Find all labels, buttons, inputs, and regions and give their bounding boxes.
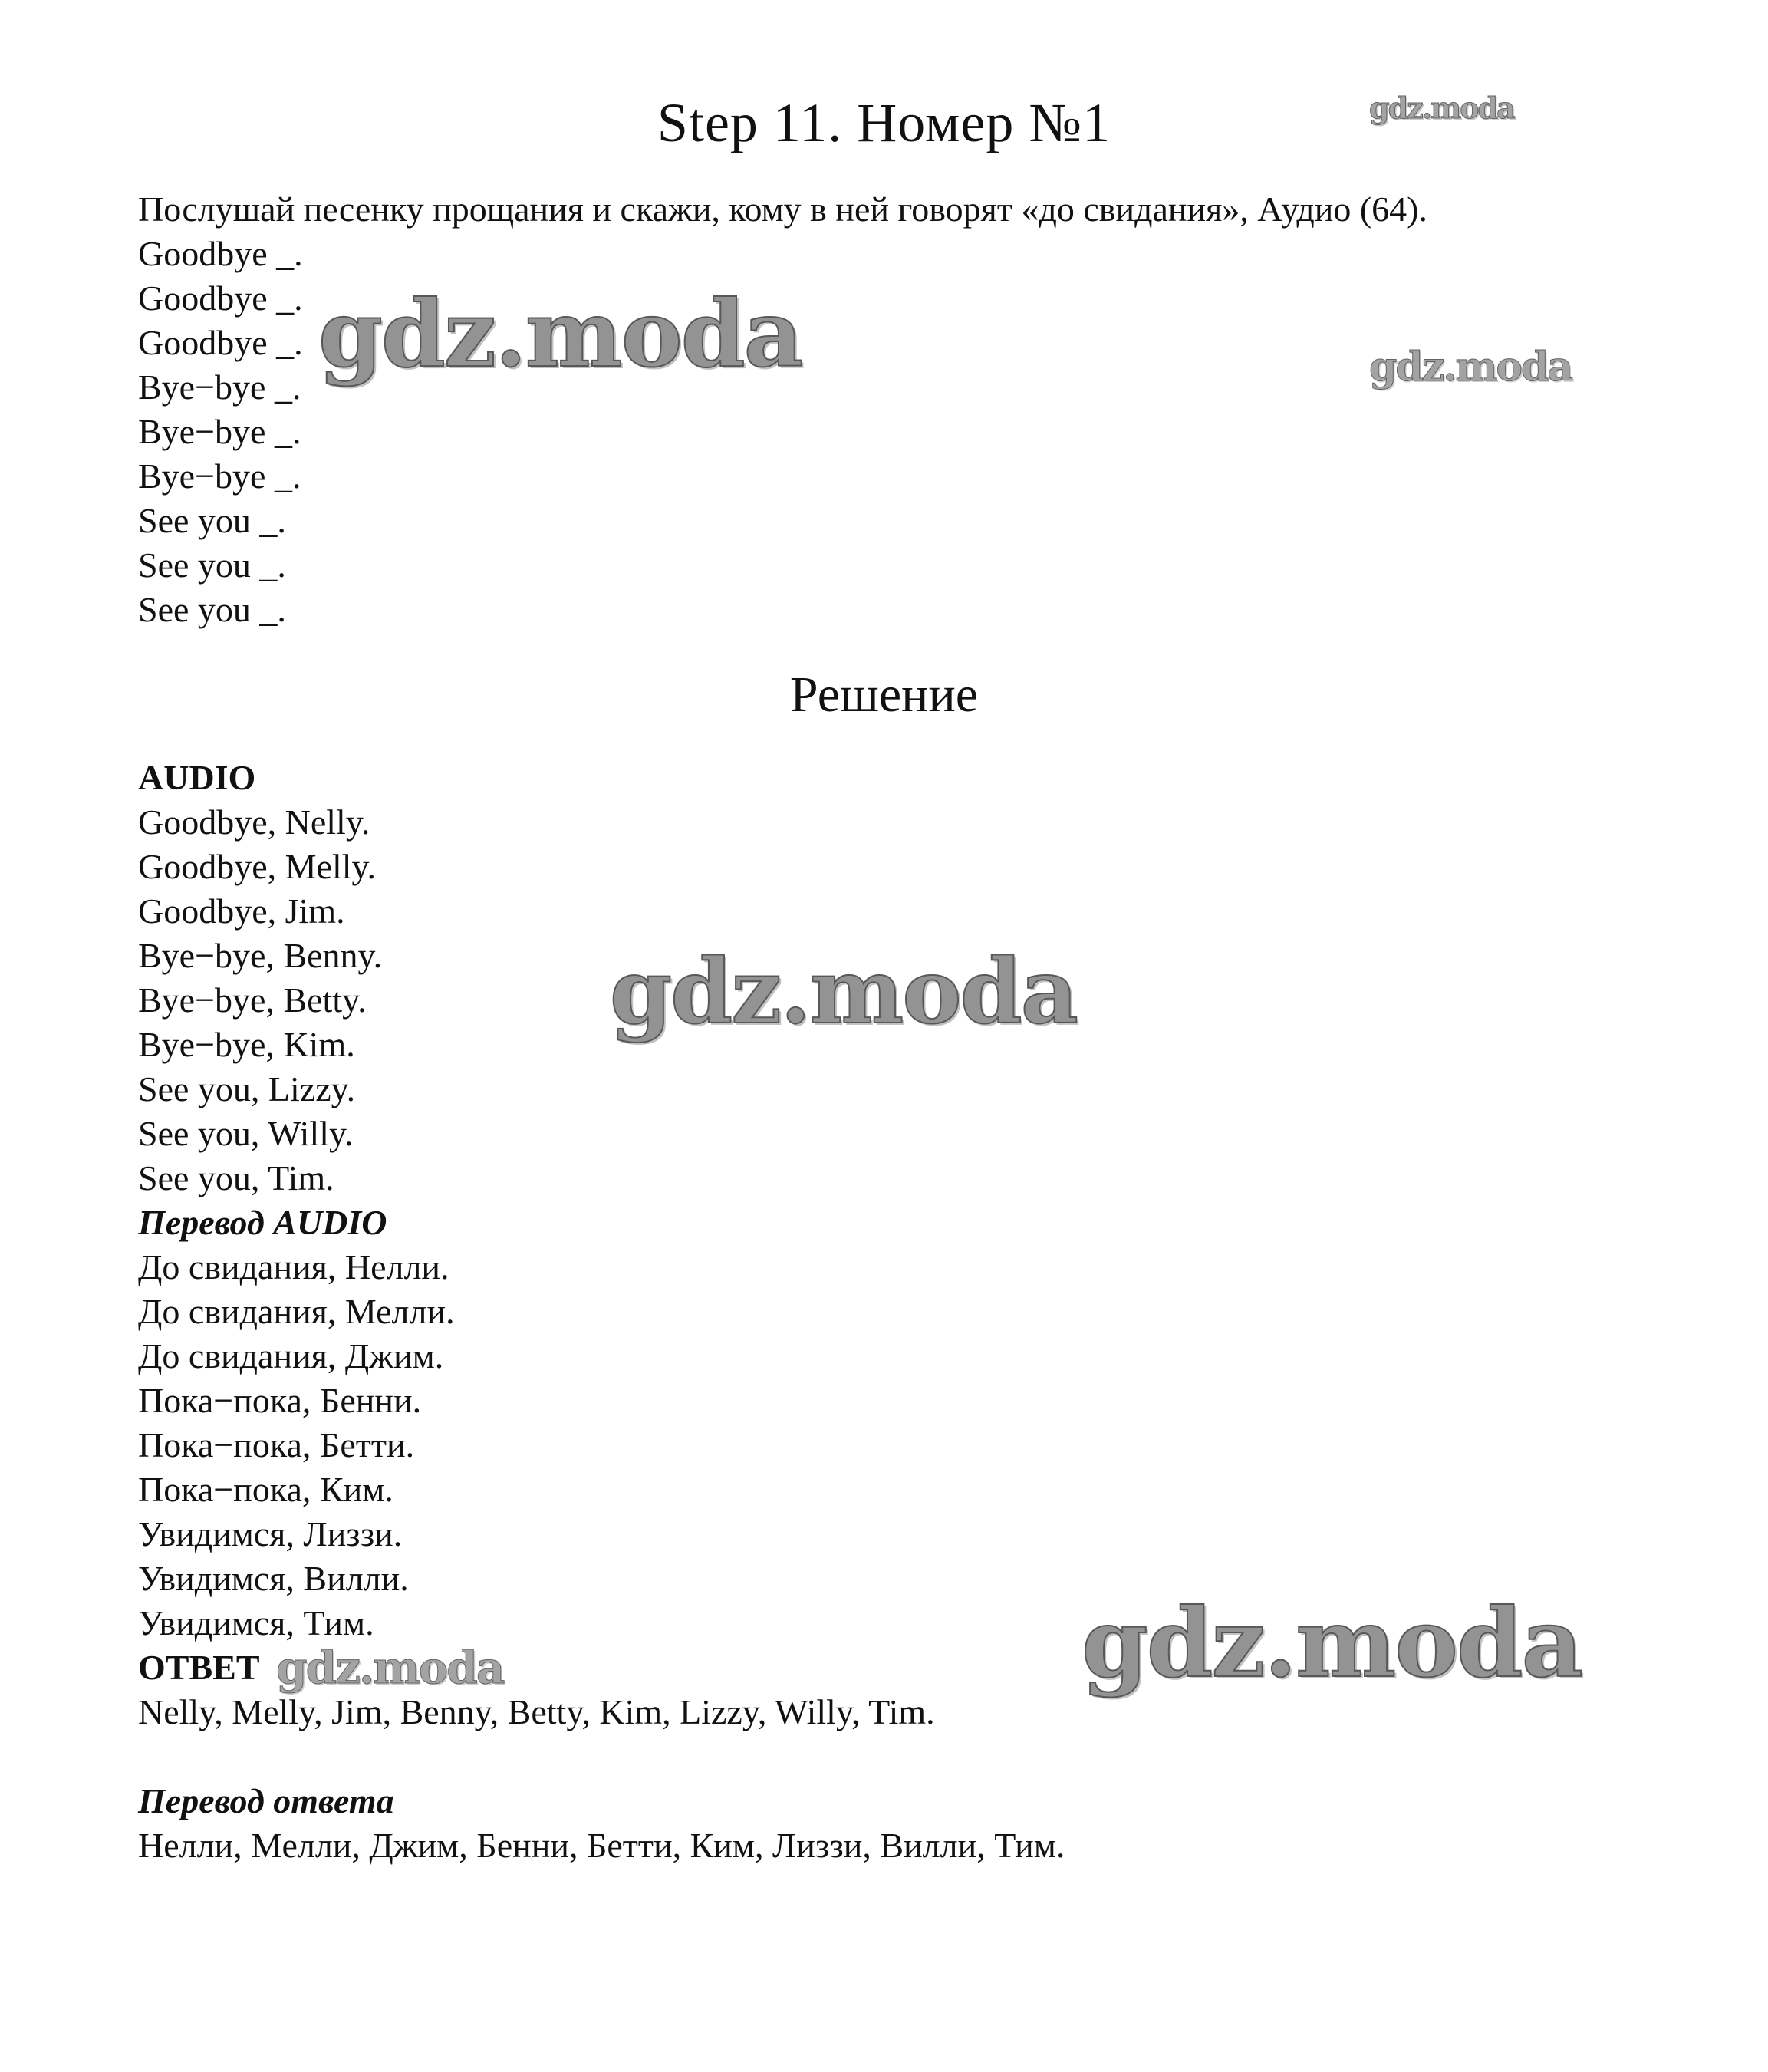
watermark: gdz.moda: [318, 280, 802, 388]
watermark: gdz.moda: [1082, 1588, 1582, 1699]
task-instruction: Послушай песенку прощания и скажи, кому в ней говорят «до свидания», Аудио (64).: [138, 189, 1427, 229]
task-line: Bye−bye _.: [138, 367, 301, 407]
audio-translation-line: До свидания, Мелли.: [138, 1292, 455, 1331]
audio-translation-line: Пока−пока, Ким.: [138, 1470, 393, 1509]
audio-line: See you, Tim.: [138, 1158, 334, 1197]
audio-line: Bye−bye, Benny.: [138, 936, 383, 975]
audio-translation-label: Перевод AUDIO: [138, 1203, 387, 1242]
audio-translation-line: До свидания, Нелли.: [138, 1247, 449, 1286]
audio-line: Goodbye, Jim.: [138, 891, 345, 931]
audio-translation-line: До свидания, Джим.: [138, 1336, 444, 1375]
audio-line: Bye−bye, Betty.: [138, 980, 367, 1020]
task-line: Goodbye _.: [138, 323, 303, 362]
task-block: [138, 187, 1672, 632]
spacer: [138, 1734, 1672, 1779]
audio-translation-line: Пока−пока, Бенни.: [138, 1381, 422, 1420]
watermark: gdz.moda: [1369, 91, 1514, 125]
audio-line: See you, Lizzy.: [138, 1069, 356, 1108]
audio-line: Bye−bye, Kim.: [138, 1025, 355, 1064]
task-line: See you _.: [138, 590, 286, 629]
watermark: gdz.moda: [276, 1642, 504, 1694]
audio-line: See you, Willy.: [138, 1114, 354, 1153]
task-line: Goodbye _.: [138, 278, 303, 318]
page-title: Step 11. Номер №1: [657, 92, 1111, 153]
watermark: gdz.moda: [1369, 344, 1572, 390]
answer-translation-label: Перевод ответа: [138, 1781, 394, 1820]
solution-block: [138, 756, 1672, 1868]
task-line: Goodbye _.: [138, 234, 303, 273]
watermark: gdz.moda: [610, 940, 1077, 1044]
answer-text: Nelly, Melly, Jim, Benny, Betty, Kim, Lizzy, Willy, Tim.: [138, 1692, 935, 1731]
task-line: Bye−bye _.: [138, 412, 301, 451]
task-line: See you _.: [138, 501, 286, 540]
audio-line: Goodbye, Nelly.: [138, 802, 370, 842]
audio-label: AUDIO: [138, 758, 256, 797]
audio-translation-line: Увидимся, Лиззи.: [138, 1514, 403, 1553]
answer-label: ОТВЕТ: [138, 1648, 260, 1687]
solution-heading: Решение: [789, 667, 979, 723]
task-line: Bye−bye _.: [138, 456, 301, 496]
task-line: See you _.: [138, 545, 286, 585]
answer-translation-text: Нелли, Мелли, Джим, Бенни, Бетти, Ким, Лиззи, Вилли, Тим.: [138, 1826, 1065, 1865]
audio-line: Goodbye, Melly.: [138, 847, 377, 886]
audio-translation-line: Пока−пока, Бетти.: [138, 1425, 415, 1464]
audio-translation-line: Увидимся, Вилли.: [138, 1559, 409, 1598]
audio-translation-line: Увидимся, Тим.: [138, 1603, 374, 1642]
